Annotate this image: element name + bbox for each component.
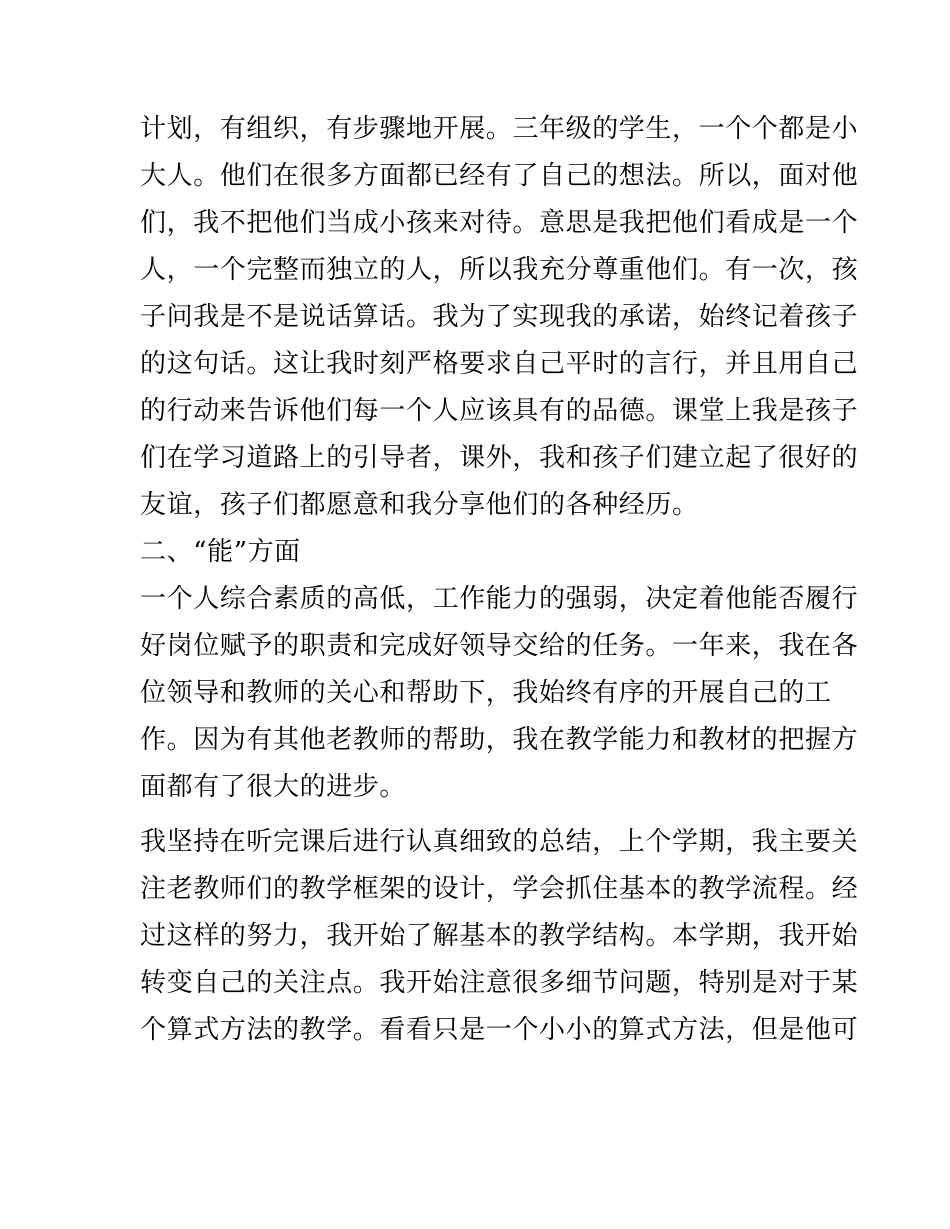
text-line: 好岗位赋予的职责和完成好领导交给的任务。一年来，我在各 <box>140 631 859 661</box>
text-line: 面都有了很大的进步。 <box>140 772 407 802</box>
section-heading-ability <box>140 529 820 576</box>
text-line: 们，我不把他们当成小孩来对待。意思是我把他们看成是一个 <box>140 208 859 238</box>
text-line: 的行动来告诉他们每一个人应该具有的品德。课堂上我是孩子 <box>140 396 859 426</box>
text-line: 计划，有组织，有步骤地开展。三年级的学生，一个个都是小 <box>140 114 859 144</box>
paragraph-class-management <box>140 106 859 529</box>
text-line: 们在学习道路上的引导者，课外，我和孩子们建立起了很好的 <box>140 443 859 473</box>
text-line: 友谊，孩子们都愿意和我分享他们的各种经历。 <box>140 490 699 520</box>
text-line: 个算式方法的教学。看看只是一个小小的算式方法，但是他可 <box>140 1015 859 1045</box>
paragraph-lesson-summary <box>140 819 859 1054</box>
text-line: 的这句话。这让我时刻严格要求自己平时的言行，并且用自己 <box>140 349 859 379</box>
text-line: 人，一个完整而独立的人，所以我充分尊重他们。有一次，孩 <box>140 255 859 285</box>
text-line: 大人。他们在很多方面都已经有了自己的想法。所以，面对他 <box>140 161 859 191</box>
document-body <box>140 106 859 1054</box>
text-line: 我坚持在听完课后进行认真细致的总结，上个学期，我主要关 <box>140 827 859 857</box>
text-line: 子问我是不是说话算话。我为了实现我的承诺，始终记着孩子 <box>140 302 859 332</box>
text-line: 注老教师们的教学框架的设计，学会抓住基本的教学流程。经 <box>140 874 859 904</box>
text-line: 作。因为有其他老教师的帮助，我在教学能力和教材的把握方 <box>140 725 859 755</box>
text-line: 过这样的努力，我开始了解基本的教学结构。本学期，我开始 <box>140 921 859 951</box>
section-heading: 二、“能”方面 <box>140 537 301 567</box>
text-line: 转变自己的关注点。我开始注意很多细节问题，特别是对于某 <box>140 968 859 998</box>
text-line: 一个人综合素质的高低，工作能力的强弱，决定着他能否履行 <box>140 584 859 614</box>
paragraph-ability-intro <box>140 576 859 811</box>
text-line: 位领导和教师的关心和帮助下，我始终有序的开展自己的工 <box>140 678 832 708</box>
